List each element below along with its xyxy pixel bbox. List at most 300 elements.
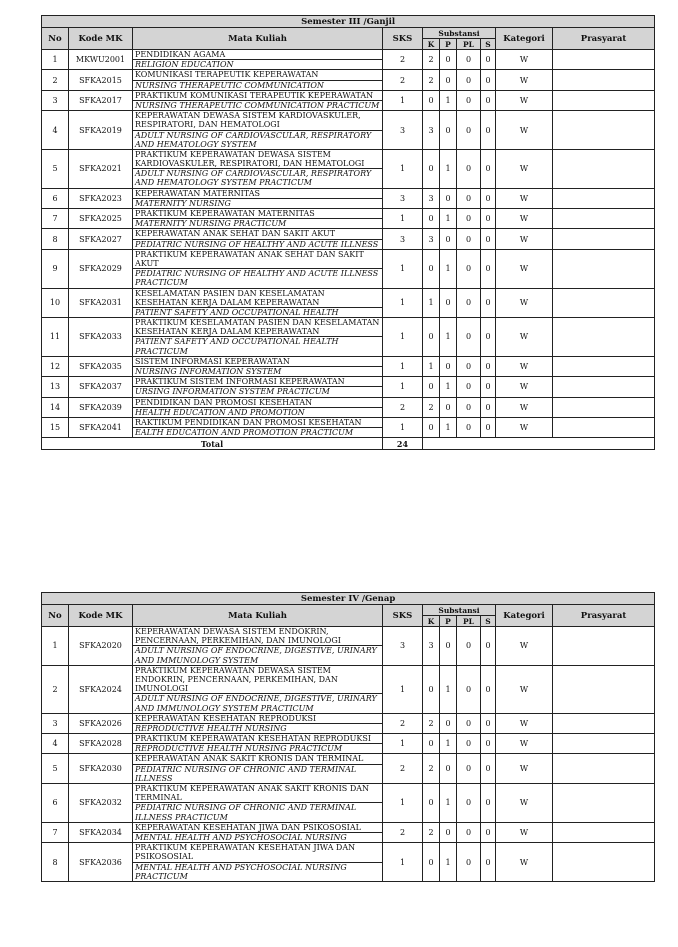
- course-name-id: SISTEM INFORMASI KEPERAWATAN: [133, 356, 383, 366]
- course-name-id: KEPERAWATAN MATERNITAS: [133, 188, 383, 198]
- course-s: 0: [481, 188, 496, 208]
- course-code: SFKA2029: [69, 249, 133, 288]
- course-pl: 0: [457, 713, 481, 733]
- course-s: 0: [481, 784, 496, 823]
- course-kategori: W: [496, 318, 553, 357]
- course-kategori: W: [496, 288, 553, 318]
- course-name-id: KEPERAWATAN KESEHATAN REPRODUKSI: [133, 713, 383, 723]
- course-sks: 2: [383, 70, 423, 90]
- course-kategori: W: [496, 784, 553, 823]
- course-row: [42, 377, 655, 387]
- course-s: 0: [481, 397, 496, 417]
- course-pl: 0: [457, 627, 481, 666]
- course-prasyarat: [553, 90, 655, 110]
- course-pl: 0: [457, 111, 481, 150]
- course-row: [42, 229, 655, 239]
- semester-3-body: [42, 50, 655, 438]
- course-prasyarat: [553, 318, 655, 357]
- course-pl: 0: [457, 734, 481, 754]
- course-k: 2: [423, 822, 440, 842]
- course-sks: 1: [383, 288, 423, 318]
- course-k: 0: [423, 377, 440, 397]
- course-code: SFKA2032: [69, 784, 133, 823]
- course-kategori: W: [496, 627, 553, 666]
- course-prasyarat: [553, 229, 655, 249]
- course-name-en: MATERNITY NURSING: [133, 198, 383, 208]
- course-pl: 0: [457, 188, 481, 208]
- course-row: [42, 209, 655, 219]
- course-row: [42, 111, 655, 130]
- course-no: 2: [42, 665, 69, 713]
- course-code: SFKA2035: [69, 356, 133, 376]
- course-no: 11: [42, 318, 69, 357]
- course-row: [42, 50, 655, 60]
- course-name-en: PEDIATRIC NURSING OF HEALTHY AND ACUTE ILLNESS: [133, 239, 383, 249]
- course-name-en: REPRODUCTIVE HEALTH NURSING: [133, 723, 383, 733]
- course-no: 3: [42, 90, 69, 110]
- course-s: 0: [481, 50, 496, 70]
- course-name-id: PENDIDIKAN DAN PROMOSI KESEHATAN: [133, 397, 383, 407]
- course-k: 0: [423, 249, 440, 288]
- course-kategori: W: [496, 209, 553, 229]
- course-row: [42, 90, 655, 100]
- course-prasyarat: [553, 397, 655, 417]
- course-prasyarat: [553, 627, 655, 666]
- course-sks: 1: [383, 318, 423, 357]
- col-substansi: Substansi: [423, 28, 496, 39]
- course-p: 1: [440, 417, 457, 437]
- course-name-en: PEDIATRIC NURSING OF CHRONIC AND TERMINAL ILLNESS: [133, 764, 383, 783]
- course-p: 1: [440, 843, 457, 882]
- course-p: 0: [440, 822, 457, 842]
- course-s: 0: [481, 149, 496, 188]
- course-no: 15: [42, 417, 69, 437]
- course-name-id: PRAKTIKUM SISTEM INFORMASI KEPERAWATAN: [133, 377, 383, 387]
- course-k: 2: [423, 713, 440, 733]
- course-no: 7: [42, 209, 69, 229]
- course-code: SFKA2024: [69, 665, 133, 713]
- course-code: SFKA2021: [69, 149, 133, 188]
- course-p: 0: [440, 188, 457, 208]
- course-s: 0: [481, 356, 496, 376]
- course-kategori: W: [496, 397, 553, 417]
- course-no: 14: [42, 397, 69, 417]
- course-name-id: KEPERAWATAN ANAK SEHAT DAN SAKIT AKUT: [133, 229, 383, 239]
- course-sks: 3: [383, 229, 423, 249]
- course-no: 5: [42, 149, 69, 188]
- course-sks: 1: [383, 90, 423, 110]
- course-pl: 0: [457, 356, 481, 376]
- course-row: [42, 754, 655, 764]
- total-sks: 24: [383, 438, 423, 450]
- course-name-en: REPRODUCTIVE HEALTH NURSING PRACTICUM: [133, 744, 383, 754]
- course-code: SFKA2036: [69, 843, 133, 882]
- course-s: 0: [481, 318, 496, 357]
- col-no: No: [42, 28, 69, 50]
- course-name-id: PRAKTIKUM KEPERAWATAN KESEHATAN REPRODUKSI: [133, 734, 383, 744]
- course-k: 0: [423, 209, 440, 229]
- course-s: 0: [481, 417, 496, 437]
- col-mata-kuliah: Mata Kuliah: [133, 605, 383, 627]
- course-sks: 2: [383, 397, 423, 417]
- col-p: P: [440, 39, 457, 50]
- course-s: 0: [481, 754, 496, 784]
- course-k: 3: [423, 188, 440, 208]
- course-no: 7: [42, 822, 69, 842]
- course-no: 10: [42, 288, 69, 318]
- total-blank: [423, 438, 655, 450]
- course-pl: 0: [457, 90, 481, 110]
- course-code: SFKA2030: [69, 754, 133, 784]
- course-code: SFKA2019: [69, 111, 133, 150]
- course-name-id: KEPERAWATAN DEWASA SISTEM KARDIOVASKULER, RESPIRATORI, DAN HEMATOLOGI: [133, 111, 383, 130]
- course-prasyarat: [553, 70, 655, 90]
- course-pl: 0: [457, 288, 481, 318]
- course-sks: 1: [383, 734, 423, 754]
- course-name-id: RAKTIKUM PENDIDIKAN DAN PROMOSI KESEHATAN: [133, 417, 383, 427]
- course-k: 0: [423, 417, 440, 437]
- course-sks: 1: [383, 417, 423, 437]
- course-row: [42, 149, 655, 168]
- course-code: SFKA2017: [69, 90, 133, 110]
- course-k: 2: [423, 70, 440, 90]
- course-name-id: PRAKTIKUM KEPERAWATAN ANAK SEHAT DAN SAKIT AKUT: [133, 249, 383, 268]
- col-sks: SKS: [383, 605, 423, 627]
- course-pl: 0: [457, 70, 481, 90]
- course-prasyarat: [553, 249, 655, 288]
- course-kategori: W: [496, 188, 553, 208]
- course-prasyarat: [553, 188, 655, 208]
- course-p: 0: [440, 229, 457, 249]
- course-k: 2: [423, 754, 440, 784]
- course-p: 0: [440, 397, 457, 417]
- course-no: 9: [42, 249, 69, 288]
- course-kategori: W: [496, 822, 553, 842]
- course-name-id: PRAKTIKUM KESELAMATAN PASIEN DAN KESELAMATAN KESEHATAN KERJA DALAM KEPERAWATAN: [133, 318, 383, 337]
- semester-4-body: [42, 627, 655, 882]
- course-pl: 0: [457, 229, 481, 249]
- course-code: SFKA2039: [69, 397, 133, 417]
- course-name-id: PRAKTIKUM KOMUNIKASI TERAPEUTIK KEPERAWATAN: [133, 90, 383, 100]
- course-kategori: W: [496, 417, 553, 437]
- course-name-en: MATERNITY NURSING PRACTICUM: [133, 219, 383, 229]
- course-kategori: W: [496, 249, 553, 288]
- course-k: 3: [423, 111, 440, 150]
- col-s: S: [481, 39, 496, 50]
- course-row: [42, 288, 655, 307]
- course-no: 4: [42, 111, 69, 150]
- course-p: 1: [440, 318, 457, 357]
- course-k: 0: [423, 843, 440, 882]
- course-code: SFKA2028: [69, 734, 133, 754]
- course-sks: 1: [383, 784, 423, 823]
- course-name-en: RELIGION EDUCATION: [133, 60, 383, 70]
- course-prasyarat: [553, 50, 655, 70]
- course-pl: 0: [457, 397, 481, 417]
- course-row: [42, 627, 655, 646]
- course-name-id: PRAKTIKUM KEPERAWATAN ANAK SAKIT KRONIS DAN TERMINAL: [133, 784, 383, 803]
- course-row: [42, 784, 655, 803]
- col-pl: PL: [457, 616, 481, 627]
- course-kategori: W: [496, 843, 553, 882]
- course-pl: 0: [457, 50, 481, 70]
- course-kategori: W: [496, 734, 553, 754]
- course-pl: 0: [457, 377, 481, 397]
- course-name-id: KEPERAWATAN DEWASA SISTEM ENDOKRIN, PENCERNAAN, PERKEMIHAN, DAN IMUNOLOGI: [133, 627, 383, 646]
- course-code: SFKA2031: [69, 288, 133, 318]
- course-kategori: W: [496, 665, 553, 713]
- course-k: 1: [423, 356, 440, 376]
- course-p: 1: [440, 665, 457, 713]
- course-k: 0: [423, 784, 440, 823]
- course-sks: 3: [383, 111, 423, 150]
- course-row: [42, 713, 655, 723]
- course-k: 0: [423, 318, 440, 357]
- course-name-id: KEPERAWATAN ANAK SAKIT KRONIS DAN TERMINAL: [133, 754, 383, 764]
- course-name-en: HEALTH EDUCATION AND PROMOTION: [133, 407, 383, 417]
- course-row: [42, 665, 655, 694]
- course-no: 12: [42, 356, 69, 376]
- course-prasyarat: [553, 377, 655, 397]
- course-p: 1: [440, 149, 457, 188]
- course-no: 1: [42, 50, 69, 70]
- course-p: 0: [440, 713, 457, 733]
- course-s: 0: [481, 822, 496, 842]
- col-pl: PL: [457, 39, 481, 50]
- course-k: 0: [423, 90, 440, 110]
- course-pl: 0: [457, 249, 481, 288]
- semester-3-title: Semester III /Ganjil: [42, 16, 655, 28]
- course-sks: 1: [383, 249, 423, 288]
- course-k: 1: [423, 288, 440, 318]
- course-name-en: ADULT NURSING OF ENDOCRINE, DIGESTIVE, URINARY AND IMMUNOLOGY SYSTEM: [133, 646, 383, 665]
- course-code: SFKA2033: [69, 318, 133, 357]
- course-k: 2: [423, 50, 440, 70]
- course-code: SFKA2015: [69, 70, 133, 90]
- course-k: 2: [423, 397, 440, 417]
- course-code: SFKA2041: [69, 417, 133, 437]
- course-name-id: KEPERAWATAN KESEHATAN JIWA DAN PSIKOSOSIAL: [133, 822, 383, 832]
- course-kategori: W: [496, 229, 553, 249]
- course-name-en: NURSING THERAPEUTIC COMMUNICATION PRACTICUM: [133, 100, 383, 110]
- course-prasyarat: [553, 356, 655, 376]
- course-k: 0: [423, 734, 440, 754]
- course-p: 1: [440, 90, 457, 110]
- course-name-en: PEDIATRIC NURSING OF HEALTHY AND ACUTE ILLNESS PRACTICUM: [133, 269, 383, 288]
- course-k: 3: [423, 229, 440, 249]
- course-sks: 3: [383, 188, 423, 208]
- course-s: 0: [481, 843, 496, 882]
- course-pl: 0: [457, 843, 481, 882]
- course-s: 0: [481, 90, 496, 110]
- course-row: [42, 318, 655, 337]
- semester-3-table: [41, 15, 655, 450]
- course-name-en: ADULT NURSING OF ENDOCRINE, DIGESTIVE, URINARY AND IMMUNOLOGY SYSTEM PRACTICUM: [133, 694, 383, 713]
- course-kategori: W: [496, 149, 553, 188]
- course-code: SFKA2020: [69, 627, 133, 666]
- course-pl: 0: [457, 209, 481, 229]
- course-s: 0: [481, 288, 496, 318]
- col-prasyarat: Prasyarat: [553, 28, 655, 50]
- course-p: 0: [440, 70, 457, 90]
- course-row: [42, 70, 655, 80]
- course-s: 0: [481, 377, 496, 397]
- course-row: [42, 822, 655, 832]
- course-pl: 0: [457, 665, 481, 713]
- course-no: 6: [42, 784, 69, 823]
- course-no: 8: [42, 229, 69, 249]
- course-kategori: W: [496, 90, 553, 110]
- course-name-id: PRAKTIKUM KEPERAWATAN DEWASA SISTEM KARDIOVASKULER, RESPIRATORI, DAN HEMATOLOGI: [133, 149, 383, 168]
- course-s: 0: [481, 713, 496, 733]
- total-label: Total: [42, 438, 383, 450]
- course-sks: 1: [383, 843, 423, 882]
- course-name-id: PRAKTIKUM KEPERAWATAN MATERNITAS: [133, 209, 383, 219]
- course-sks: 2: [383, 713, 423, 733]
- course-sks: 2: [383, 822, 423, 842]
- course-row: [42, 249, 655, 268]
- course-name-en: NURSING INFORMATION SYSTEM: [133, 367, 383, 377]
- col-kategori: Kategori: [496, 605, 553, 627]
- course-pl: 0: [457, 149, 481, 188]
- course-row: [42, 417, 655, 427]
- course-sks: 1: [383, 209, 423, 229]
- course-no: 1: [42, 627, 69, 666]
- course-prasyarat: [553, 149, 655, 188]
- course-name-en: ADULT NURSING OF CARDIOVASCULAR, RESPIRATORY AND HEMATOLOGY SYSTEM PRACTICUM: [133, 169, 383, 188]
- course-sks: 1: [383, 665, 423, 713]
- course-kategori: W: [496, 754, 553, 784]
- course-pl: 0: [457, 822, 481, 842]
- course-s: 0: [481, 734, 496, 754]
- col-sks: SKS: [383, 28, 423, 50]
- course-name-en: PEDIATRIC NURSING OF CHRONIC AND TERMINAL ILLNESS PRACTICUM: [133, 803, 383, 822]
- course-kategori: W: [496, 111, 553, 150]
- course-row: [42, 734, 655, 744]
- col-kode: Kode MK: [69, 605, 133, 627]
- course-prasyarat: [553, 822, 655, 842]
- course-name-id: PENDIDIKAN AGAMA: [133, 50, 383, 60]
- course-no: 5: [42, 754, 69, 784]
- course-kategori: W: [496, 356, 553, 376]
- course-name-en: URSING INFORMATION SYSTEM PRACTICUM: [133, 387, 383, 397]
- course-p: 1: [440, 249, 457, 288]
- course-code: SFKA2023: [69, 188, 133, 208]
- course-sks: 1: [383, 149, 423, 188]
- course-s: 0: [481, 70, 496, 90]
- course-p: 0: [440, 754, 457, 784]
- course-sks: 1: [383, 377, 423, 397]
- course-p: 0: [440, 111, 457, 150]
- course-name-en: MENTAL HEALTH AND PSYCHOSOCIAL NURSING: [133, 832, 383, 842]
- course-kategori: W: [496, 377, 553, 397]
- course-prasyarat: [553, 209, 655, 229]
- course-prasyarat: [553, 754, 655, 784]
- course-p: 0: [440, 50, 457, 70]
- course-pl: 0: [457, 754, 481, 784]
- course-code: SFKA2025: [69, 209, 133, 229]
- course-sks: 1: [383, 356, 423, 376]
- course-name-id: KESELAMATAN PASIEN DAN KESELAMATAN KESEHATAN KERJA DALAM KEPERAWATAN: [133, 288, 383, 307]
- course-sks: 2: [383, 754, 423, 784]
- course-no: 13: [42, 377, 69, 397]
- course-sks: 3: [383, 627, 423, 666]
- course-k: 0: [423, 665, 440, 713]
- semester-4-title: Semester IV /Genap: [42, 593, 655, 605]
- course-prasyarat: [553, 713, 655, 733]
- course-prasyarat: [553, 417, 655, 437]
- col-k: K: [423, 616, 440, 627]
- course-row: [42, 356, 655, 366]
- course-no: 4: [42, 734, 69, 754]
- col-kode: Kode MK: [69, 28, 133, 50]
- course-no: 3: [42, 713, 69, 733]
- course-kategori: W: [496, 50, 553, 70]
- course-p: 1: [440, 377, 457, 397]
- course-kategori: W: [496, 713, 553, 733]
- col-mata-kuliah: Mata Kuliah: [133, 28, 383, 50]
- course-k: 3: [423, 627, 440, 666]
- course-sks: 2: [383, 50, 423, 70]
- col-kategori: Kategori: [496, 28, 553, 50]
- course-name-en: PATIENT SAFETY AND OCCUPATIONAL HEALTH PRACTICUM: [133, 337, 383, 356]
- course-s: 0: [481, 249, 496, 288]
- course-code: SFKA2034: [69, 822, 133, 842]
- col-substansi: Substansi: [423, 605, 496, 616]
- course-name-id: PRAKTIKUM KEPERAWATAN KESEHATAN JIWA DAN PSIKOSOSIAL: [133, 843, 383, 862]
- col-prasyarat: Prasyarat: [553, 605, 655, 627]
- course-row: [42, 843, 655, 862]
- course-prasyarat: [553, 734, 655, 754]
- col-s: S: [481, 616, 496, 627]
- col-k: K: [423, 39, 440, 50]
- col-no: No: [42, 605, 69, 627]
- course-name-en: PATIENT SAFETY AND OCCUPATIONAL HEALTH: [133, 307, 383, 317]
- course-name-en: EALTH EDUCATION AND PROMOTION PRACTICUM: [133, 428, 383, 438]
- course-code: SFKA2026: [69, 713, 133, 733]
- course-p: 1: [440, 734, 457, 754]
- course-prasyarat: [553, 843, 655, 882]
- course-p: 0: [440, 627, 457, 666]
- course-prasyarat: [553, 288, 655, 318]
- course-p: 1: [440, 209, 457, 229]
- course-s: 0: [481, 229, 496, 249]
- course-no: 2: [42, 70, 69, 90]
- course-name-en: NURSING THERAPEUTIC COMMUNICATION: [133, 80, 383, 90]
- course-p: 1: [440, 784, 457, 823]
- course-s: 0: [481, 665, 496, 713]
- col-p: P: [440, 616, 457, 627]
- course-p: 0: [440, 356, 457, 376]
- course-s: 0: [481, 627, 496, 666]
- course-name-en: ADULT NURSING OF CARDIOVASCULAR, RESPIRATORY AND HEMATOLOGY SYSTEM: [133, 130, 383, 149]
- course-prasyarat: [553, 111, 655, 150]
- course-name-en: MENTAL HEALTH AND PSYCHOSOCIAL NURSING PRACTICUM: [133, 862, 383, 881]
- course-prasyarat: [553, 784, 655, 823]
- course-prasyarat: [553, 665, 655, 713]
- semester-4-table: [41, 592, 655, 882]
- course-kategori: W: [496, 70, 553, 90]
- course-pl: 0: [457, 784, 481, 823]
- course-name-id: PRAKTIKUM KEPERAWATAN DEWASA SISTEM ENDOKRIN, PENCERNAAN, PERKEMIHAN, DAN IMUNOLOGI: [133, 665, 383, 694]
- course-code: SFKA2027: [69, 229, 133, 249]
- course-pl: 0: [457, 417, 481, 437]
- course-pl: 0: [457, 318, 481, 357]
- course-s: 0: [481, 209, 496, 229]
- course-row: [42, 188, 655, 198]
- course-code: MKWU2001: [69, 50, 133, 70]
- course-p: 0: [440, 288, 457, 318]
